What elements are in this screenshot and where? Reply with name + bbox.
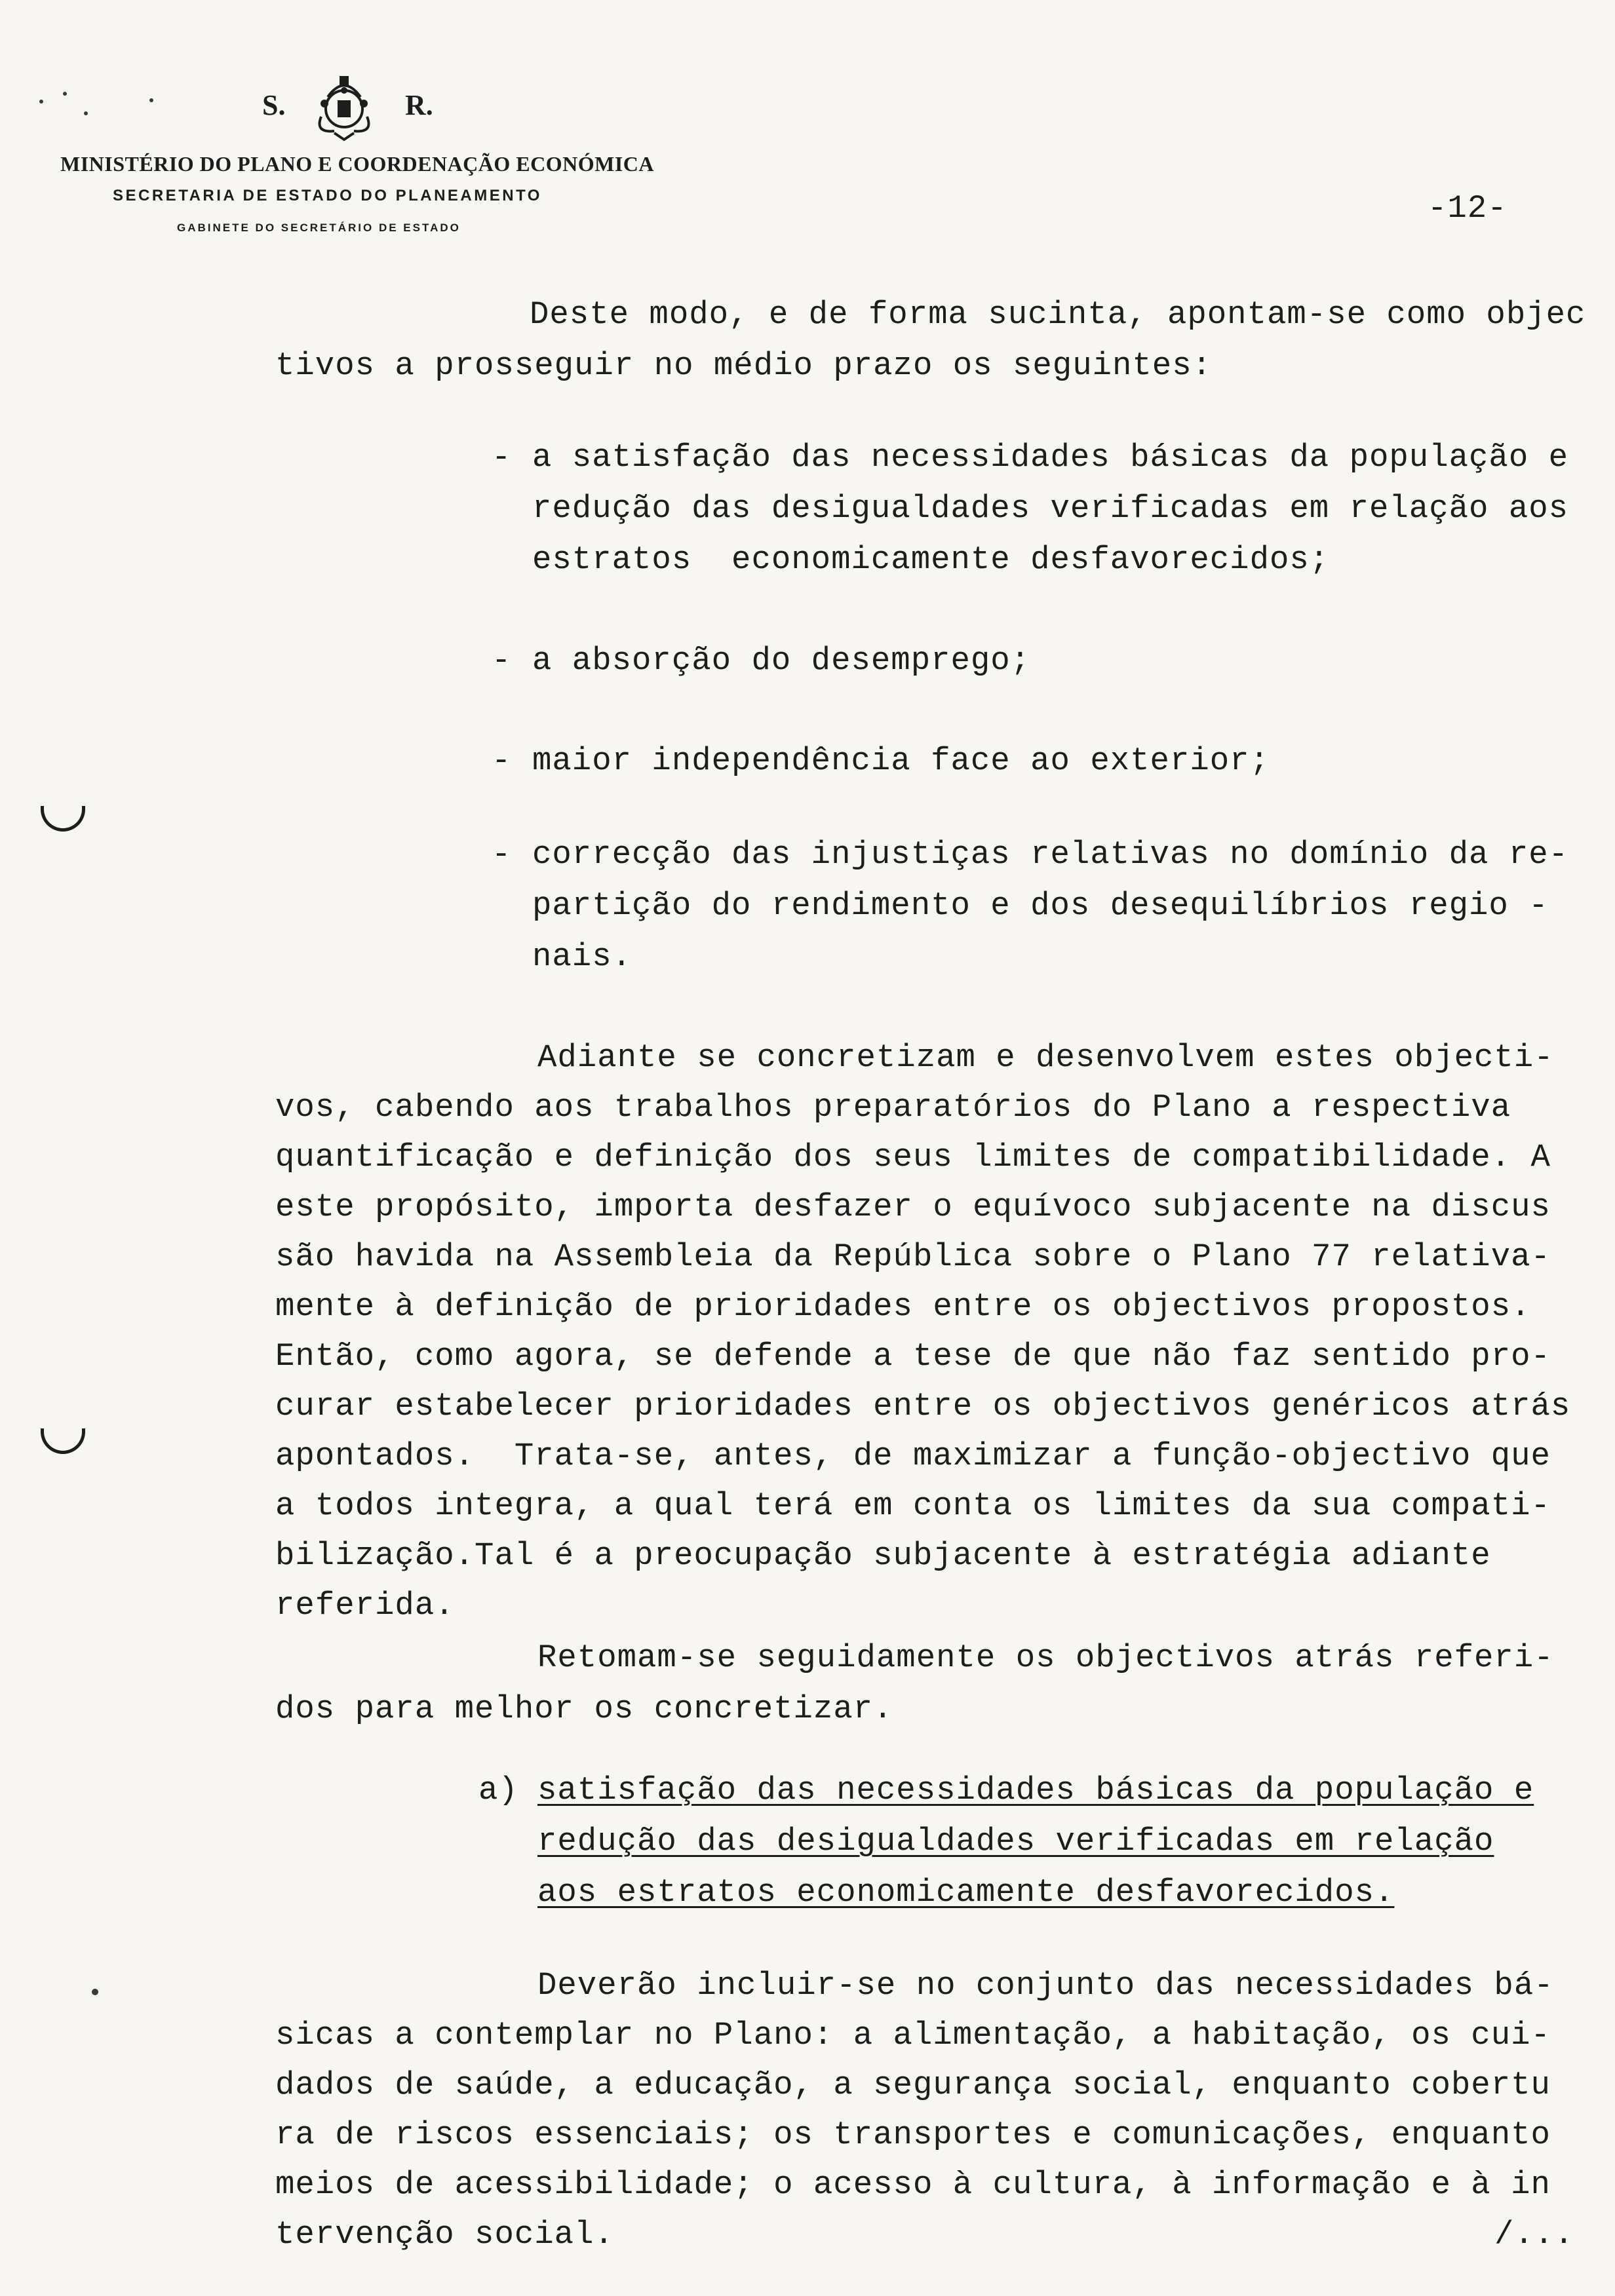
objective-4-line-3: nais. <box>532 938 632 975</box>
section-a-heading-line-2: redução das desigualdades verificadas em relação <box>537 1823 1494 1860</box>
margin-mark-icon <box>41 1428 85 1454</box>
objective-dash: - <box>492 439 512 476</box>
paragraph-3-line: dos para melhor os concretizar. <box>275 1691 893 1727</box>
speck <box>63 92 67 96</box>
objective-1-line-3: estratos economicamente desfavorecidos; <box>532 541 1330 578</box>
paragraph-4-line: sicas a contemplar no Plano: a alimentação, a habitação, os cui- <box>275 2017 1551 2054</box>
objective-4-line-2: partição do rendimento e dos desequilíbrios regio - <box>532 887 1549 924</box>
section-a-marker: a) <box>478 1772 518 1808</box>
objective-1-line-1: a satisfação das necessidades básicas da população e <box>532 439 1569 476</box>
paragraph-2-line: Adiante se concretizam e desenvolvem estes objecti- <box>537 1039 1554 1076</box>
objective-2-line-1: a absorção do desemprego; <box>532 642 1031 679</box>
letterhead-r: R. <box>405 89 433 121</box>
paragraph-2-line: este propósito, importa desfazer o equívoco subjacente na discus <box>275 1189 1551 1225</box>
page-number: -12- <box>1428 190 1508 227</box>
paragraph-2-line: referida. <box>275 1587 455 1624</box>
objective-1-line-2: redução das desigualdades verificadas em relação aos <box>532 490 1569 527</box>
paragraph-2-line: vos, cabendo aos trabalhos preparatórios do Plano a respectiva <box>275 1089 1511 1126</box>
speck <box>149 98 153 102</box>
paragraph-2-line: mente à definição de prioridades entre os objectivos propostos. <box>275 1288 1531 1325</box>
section-a-heading-line-1: satisfação das necessidades básicas da população e <box>537 1772 1534 1808</box>
intro-line-1: Deste modo, e de forma sucinta, apontam-se como objec <box>530 296 1586 333</box>
paragraph-2-line: a todos integra, a qual terá em conta os limites da sua compati- <box>275 1487 1551 1524</box>
paragraph-2-line: são havida na Assembleia da República sobre o Plano 77 relativa- <box>275 1238 1551 1275</box>
section-a-heading-line-3: aos estratos economicamente desfavorecidos. <box>537 1874 1395 1911</box>
objective-3-line-1: maior independência face ao exterior; <box>532 742 1270 779</box>
objective-dash: - <box>492 836 512 873</box>
paragraph-4-line: tervenção social. <box>275 2216 614 2253</box>
intro-line-2: tivos a prosseguir no médio prazo os seguintes: <box>275 347 1213 384</box>
paragraph-4-line: dados de saúde, a educação, a segurança social, enquanto cobertu <box>275 2067 1551 2103</box>
letterhead-s: S. <box>262 89 286 121</box>
speck <box>92 1989 98 1995</box>
paragraph-2-line: bilização.Tal é a preocupação subjacente à estratégia adiante <box>275 1537 1491 1574</box>
continuation-mark: /... <box>1494 2216 1574 2253</box>
objective-dash: - <box>492 742 512 779</box>
paragraph-2-line: curar estabelecer prioridades entre os objectivos genéricos atrás <box>275 1388 1571 1425</box>
paragraph-4-line: ra de riscos essenciais; os transportes e comunicações, enquanto <box>275 2116 1551 2153</box>
letterhead-cabinet: GABINETE DO SECRETÁRIO DE ESTADO <box>177 221 461 234</box>
objective-dash: - <box>492 642 512 679</box>
paragraph-4-line: meios de acessibilidade; o acesso à cultura, à informação e à in <box>275 2166 1551 2203</box>
paragraph-3-line: Retomam-se seguidamente os objectivos atrás referi- <box>537 1639 1554 1676</box>
paragraph-4-line: Deverão incluir-se no conjunto das necessidades bá- <box>537 1967 1554 2004</box>
speck <box>84 111 88 115</box>
paragraph-2-line: apontados. Trata-se, antes, de maximizar a função-objectivo que <box>275 1438 1551 1474</box>
letterhead-secretariat: SECRETARIA DE ESTADO DO PLANEAMENTO <box>113 187 542 204</box>
paragraph-2-line: Então, como agora, se defende a tese de que não faz sentido pro- <box>275 1338 1551 1375</box>
objective-4-line-1: correcção das injustiças relativas no domínio da re- <box>532 836 1569 873</box>
speck <box>39 100 43 104</box>
margin-mark-icon <box>41 806 85 832</box>
paragraph-2-line: quantificação e definição dos seus limites de compatibilidade. A <box>275 1139 1551 1176</box>
letterhead-ministry: MINISTÉRIO DO PLANO E COORDENAÇÃO ECONÓMICA <box>60 152 654 176</box>
coat-of-arms-icon <box>308 71 380 143</box>
